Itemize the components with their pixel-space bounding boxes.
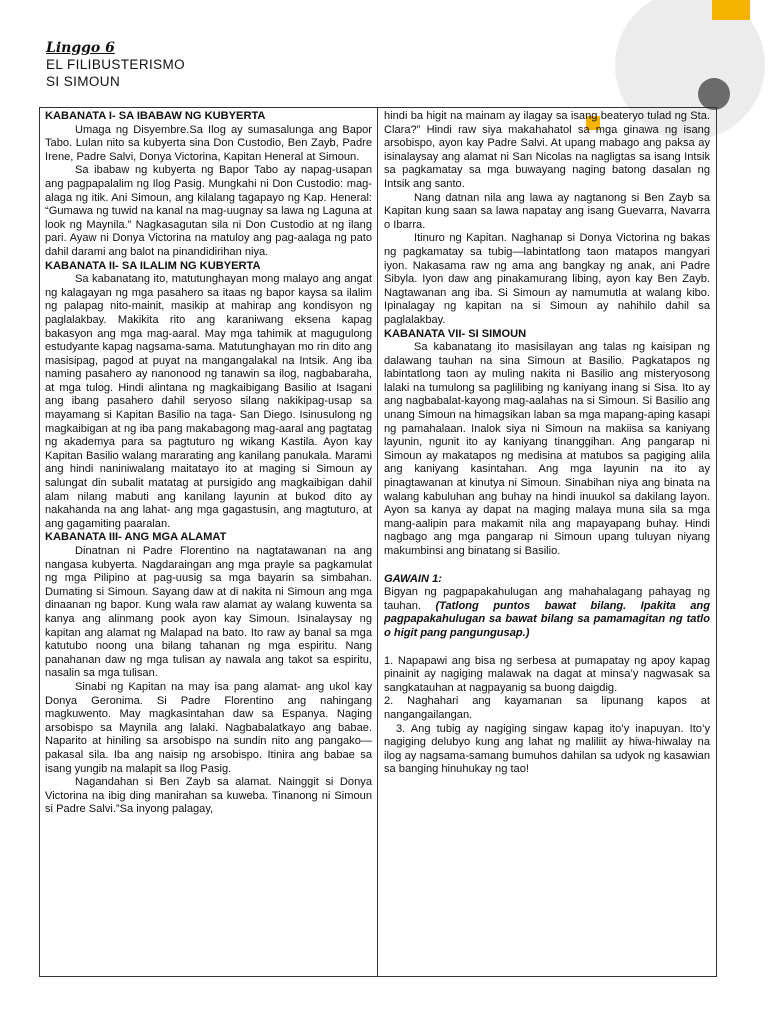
chapter-2-heading: KABANATA II- SA ILALIM NG KUBYERTA [45, 259, 261, 272]
document-title: EL FILIBUSTERISMO [46, 57, 186, 72]
chapter-1-paragraph: Sa ibabaw ng kubyerta ng Bapor Tabo ay napag-usapan ang pagpapalalim ng Ilog Pasig. Mungkahi ni Don Custodio: mag-alaga ng itik. Ani Simoun, ang kilalang tagapayo ng Kap. Heneral: “Gumawa ng tuwid na kanal na mag-uugnay sa lawa ng Laguna at look ng Maynila.” Nagkasagutan sila ni Don Custodio at ng ilang pari. Ayaw ni Donya Victorina na matuloy ang pag-aalaga ng pato dahil darami ang balot na pinandidirihan niya. [45, 164, 372, 258]
chapter-3-paragraph: Sinabi ng Kapitan na may isa pang alamat- ang ukol kay Donya Geronima. Si Padre Florentino ang nahingang magkuwento. May magkasintahan daw sa Espanya. Naging arsobispo sa Maynila ang lalaki. Nagbabalatkayo ang babae. Naparito at hiniling sa arsobispo na sundin nito ang pangako—pakasal sila. Iba ang naisip ng arsobispo. Itinira ang babae sa isang yungib na malapit sa Ilog Pasig. [45, 680, 372, 775]
left-column [45, 110, 372, 817]
body-paragraph: Itinuro ng Kapitan. Naghanap si Donya Victorina ng bakas ng pagkamatay sa tubig—labintatlong taon matapos mangyari iyon. Nakasama raw ng ama ang bangkay ng anak, ani Padre Sibyla. Iyon daw ang pinakamurang libing, ayon kay Ben Zayb. Nagtawanan ang iba. Si Simoun ay namumutla at walang kibo. Ipinalagay ng kapitan na si Simoun ay nahihilo dahil sa paglalakbay. [384, 232, 710, 326]
activity-instructions [384, 586, 710, 640]
activity-item-3: 3. Ang tubig ay nagiging singaw kapag ito’y inapuyan. Ito’y nagiging delubyo kung ang lahat ng maliliit ay hiwa-hiwalay na ilog ay nagsama-samang bumuhos dahilan sa udyok ng kasawian sa banging hinuhukay ng tao! [384, 722, 710, 776]
body-paragraph: Nang datnan nila ang lawa ay nagtanong si Ben Zayb sa Kapitan kung saan sa lawa napatay ang isang Guevarra, Navarra o Ibarra. [384, 191, 710, 231]
decorative-yellow-bar [712, 0, 750, 20]
chapter-2-paragraph: Sa kabanatang ito, matutunghayan mong malayo ang angat ng kalagayan ng mga pasahero sa itaas ng bapor kaysa sa ilalim ng palapag nito-mainit, masikip at mahirap ang kondisyon ng paglalakbay. Makikita rito ang karaniwang eksena kapag bakasyon ang mga mag-aaral. May mga tahimik at magugulong estudyante kapag nagsama-sama. Matutunghayan mo rin dito ang masisipag, pagod at puyat na mangangalakal na Intsik. Ang iba naming pasahero ay nanonood ng tanawin sa ilog, nagbabaraha, at mga tulog. Hindi alintana ng magkaibigang Basilio at Isagani ang ibang pasahero dahil seryoso silang nakikipag-usap sa mayamang si Kapitan Basilio na taga- San Diego. Isinusulong ng magkaibigan at ng iba pang makabagong mag-aaral ang pagtatag ng akademya para sa pagtuturo ng wikang Kastila. Ayon kay Kapitan Basilio walang mararating ang kanilang panukala. Marami ang hindi naniniwalang maitatayo ito at maging si Simoun ay salungat din subalit matatag at pursigido ang magkaibigan dahil alam nilang mabuti ang kanilang layunin at bukod dito ay nakahanda na ang lahat- ang mga gagastusin, ang magtuturo, at ang gagamiting paaralan. [45, 273, 372, 530]
document-subtitle: SI SIMOUN [46, 74, 121, 89]
chapter-3-heading: KABANATA III- ANG MGA ALAMAT [45, 531, 227, 544]
chapter-1-heading: KABANATA I- SA IBABAW NG KUBYERTA [45, 110, 266, 122]
activity-instructions-note: (Tatlong puntos bawat bilang. Ipakita ang pagpapakahulugan sa bawat bilang sa pamamagitan ng tatlo o higit pang pangungusap.) [384, 599, 710, 639]
activity-title: GAWAIN 1: [384, 572, 442, 585]
activity-item-2: 2. Naghahari ang kayamanan sa lipunang kapos at nangangailangan. [384, 695, 710, 721]
chapter-3-paragraph: Nagandahan si Ben Zayb sa alamat. Nainggit si Donya Victorina na ibig ding manirahan sa kuweba. Tinanong ni Simoun si Padre Salvi.”Sa inyong palagay, [45, 776, 372, 816]
chapter-7-heading: KABANATA VII- SI SIMOUN [384, 327, 527, 340]
decorative-circle-small [698, 78, 730, 110]
chapter-1-paragraph: Umaga ng Disyembre.Sa Ilog ay sumasalunga ang Bapor Tabo. Lulan nito sa kubyerta sina Don Custodio, Ben Zayb, Padre Irene, Padre Salvi, Donya Victorina, Kapitan Heneral at Simoun. [45, 123, 372, 163]
right-column [384, 110, 710, 777]
lesson-label: Linggo 6 [46, 40, 115, 56]
chapter-3-paragraph: Dinatnan ni Padre Florentino na nagtatawanan na ang nangasa kubyerta. Nagdaraingan ang mga prayle sa pagkamulat ng mga Pilipino at pag-uusig sa mga bayarin sa simbahan. Dumating si Simoun. Sayang daw at di nakita ni Simoun ang mga dinaanan ng bapor. Kung wala raw alamat ay walang kuwenta sa kanya ang alinmang pook ayon kay Simoun. Isinalaysay ng kapitan ang alamat ng Malapad na bato. Ito raw ay banal sa mga katutubo noong una bilang tahanan ng mga espiritu. Nang panahanan daw ng mga tulisan ay nawala ang takot sa espiritu, nasalin sa mga tulisan. [45, 545, 372, 680]
page-header [46, 40, 185, 90]
activity-instructions-text: Bigyan ng pagpapakahulugan ang mahahalagang pahayag ng tauhan. [384, 586, 710, 612]
continued-paragraph: hindi ba higit na mainam ay ilagay sa isang beateryo tulad ng Sta. Clara?” Hindi raw siya makahahatol sa mga ginawa ng isang arsobispo, ayon kay Padre Salvi. At upang mabago ang paksa ay isinalaysay ang alamat ni San Nicolas na nagligtas sa isang Intsik sa pagkamatay sa mga buwayang naging batong dasalan ng Intsik ang santo. [384, 110, 710, 190]
activity-item-1: 1. Napapawi ang bisa ng serbesa at pumapatay ng apoy kapag pinainit ay nagiging malawak na dagat at minsa’y nagwasak sa sangkatauhan at nagpayanig sa buong daigdig. [384, 654, 710, 694]
chapter-7-paragraph: Sa kabanatang ito masisilayan ang talas ng kaisipan ng dalawang tauhan na sina Simoun at Basilio. Pagkatapos ng labintatlong taon ay muling nakita ni Basilio ang misteryosong lalaki na tumulong sa paglilibing ng kaniyang inang si Sisa. Ito ay ang nagbabalat-kayong mag-aalahas na si Simoun. Si Basilio ang unang Simoun na himagsikan laban sa mga mapang-aping kasapi ng pamahalaan. Inalok siya ni Simoun na makiisa sa kaniyang layunin, ngunit ito ay kaniyang tinanggihan. Ang pangarap ni Simoun ay makatapos ng medisina at matubos sa pagiging alila ang kaniyang kasintahan. Ang mga layunin na ito ay pinagtawanan at kinutya ni Simoun. Sinabihan niya ang binata na walang kabuluhan ang buhay na hindi inuukol sa dakilang layon. Ayon sa kanya ay dapat na maging malaya muna sila sa mga mang-aalipin para makamit nila ang mapayapang buhay. Hindi nagbago ang mga pangarap ni Simoun upang tuluyan niyang makumbinsi ang binatang si Basilio. [384, 341, 710, 557]
column-divider [377, 107, 378, 977]
